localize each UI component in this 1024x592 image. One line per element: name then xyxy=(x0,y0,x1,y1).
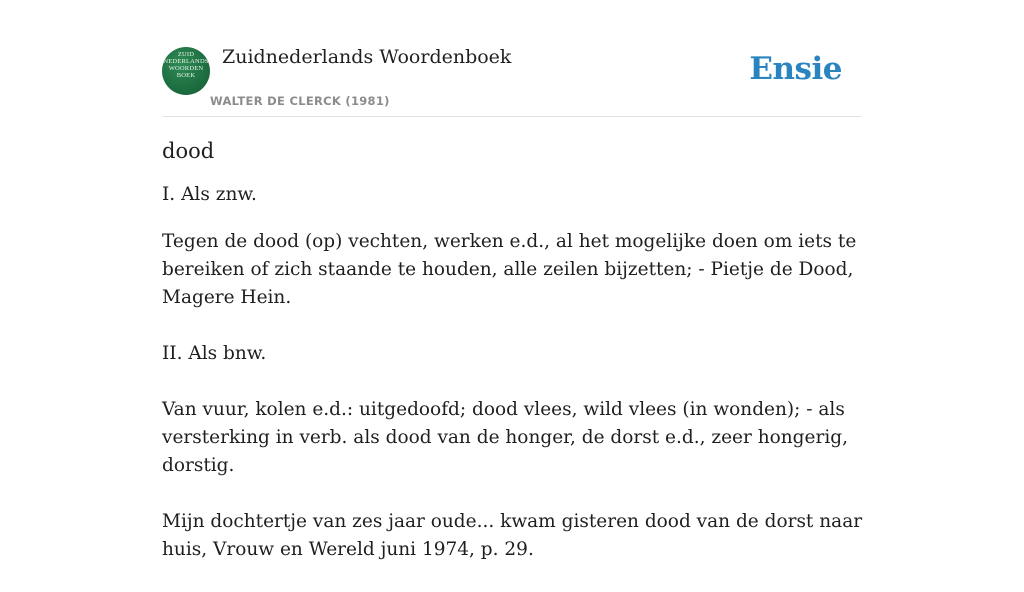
entry-section: Tegen de dood (op) vechten, werken e.d., al het mogelijke doen om iets te bereiken of zich staande te houden, alle zeilen bijzetten; - Pietje de Dood, Magere Hein. xyxy=(162,231,857,308)
logo-text xyxy=(162,51,210,79)
entry-content xyxy=(162,139,867,592)
dictionary-logo[interactable] xyxy=(162,47,210,95)
entry-section: Mijn dochtertje van zes jaar oude... kwam gisteren dood van de dorst naar huis, Vrouw en Wereld juni 1974, p. 29. xyxy=(162,511,863,560)
dictionary-header xyxy=(162,0,862,117)
ensie-brand-link[interactable]: Ensie xyxy=(749,51,842,87)
entry-section: II. Als bnw. xyxy=(162,343,267,364)
entry-headword: dood xyxy=(162,139,215,163)
logo-line: WOORDEN xyxy=(168,65,204,72)
logo-line: NEDERLANDS xyxy=(163,58,209,65)
logo-line: BOEK xyxy=(176,72,196,79)
dictionary-title[interactable]: Zuidnederlands Woordenboek xyxy=(222,46,512,68)
entry-section: I. Als znw. xyxy=(162,184,257,205)
dictionary-author: WALTER DE CLERCK (1981) xyxy=(210,94,390,108)
logo-line: ZUID xyxy=(177,51,195,58)
entry-section: Van vuur, kolen e.d.: uitgedoofd; dood vlees, wild vlees (in wonden); - als versterking in verb. als dood van de honger, de dorst e.d., zeer hongerig, dorstig. xyxy=(162,399,848,476)
